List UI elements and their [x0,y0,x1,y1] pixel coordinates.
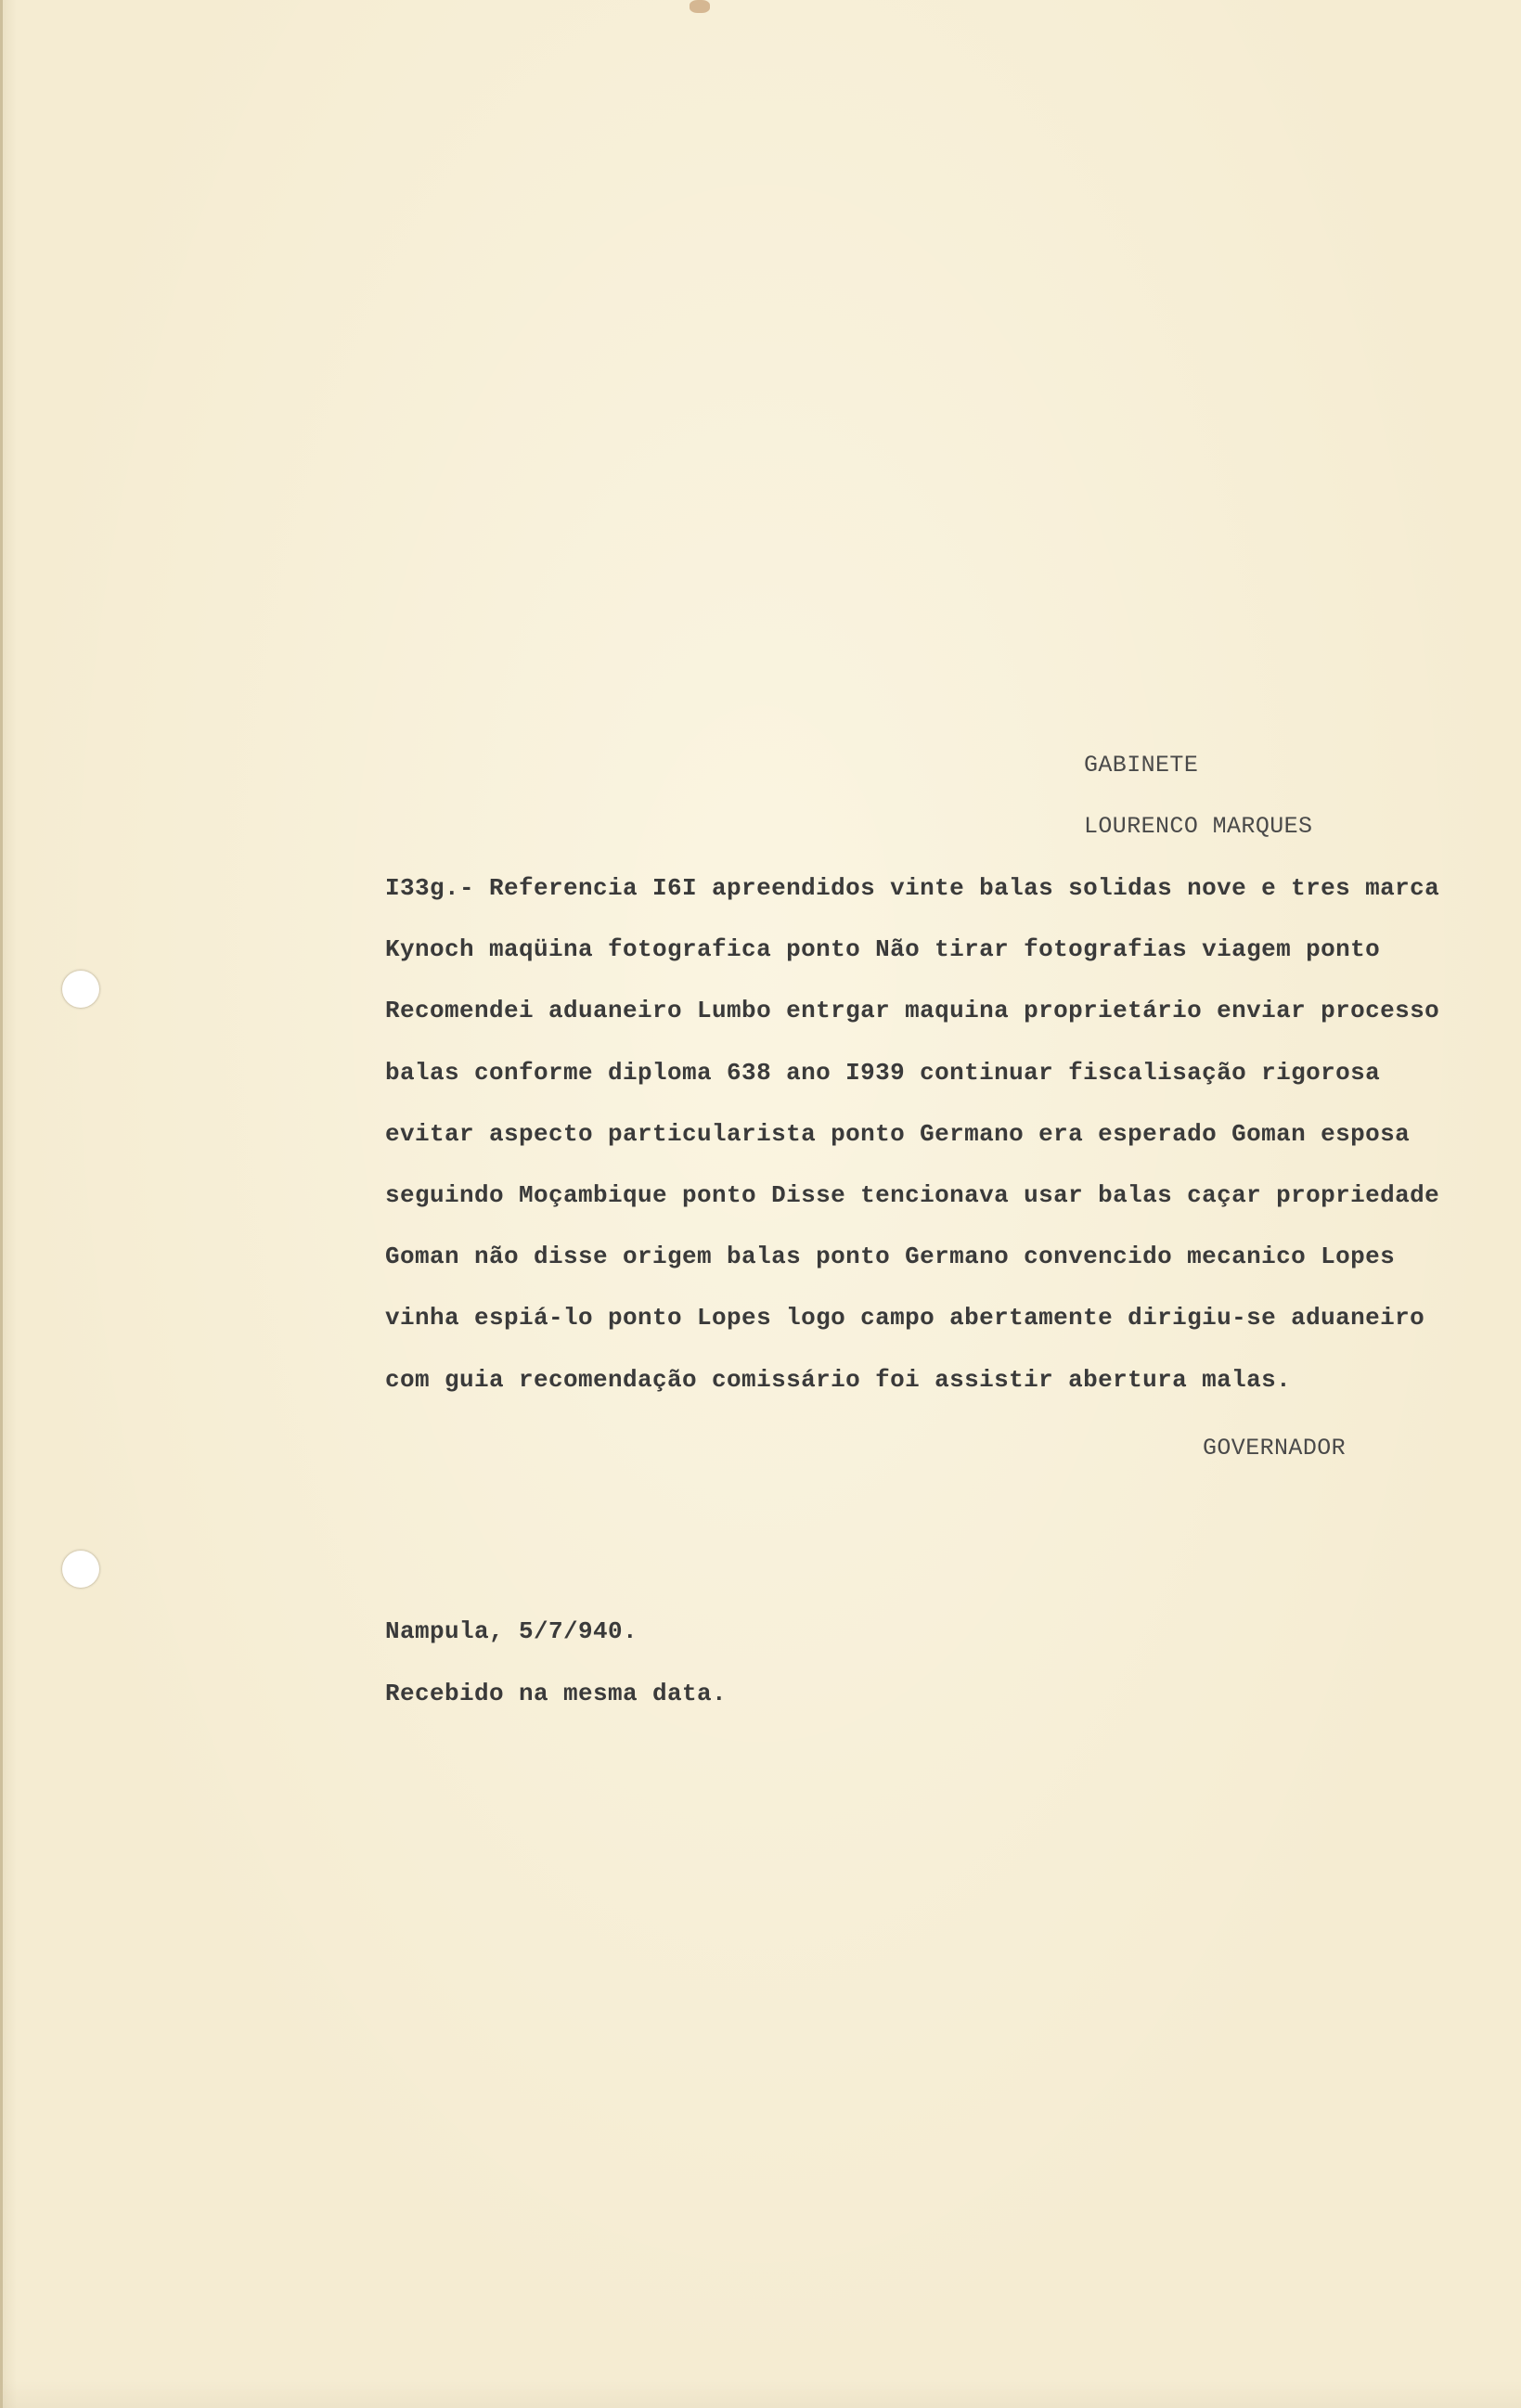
message-line: Recomendei aduaneiro Lumbo entrgar maquina proprietário enviar processo [385,997,1440,1024]
message-line: com guia recomendação comissário foi assistir abertura malas. [385,1366,1292,1394]
message-line: evitar aspecto particularista ponto Germano era esperado Goman esposa [385,1120,1411,1148]
header-gabinete: GABINETE [1084,752,1199,779]
message-line: balas conforme diploma 638 ano I939 continuar fiscalisação rigorosa [385,1059,1381,1087]
header-lourenco-marques: LOURENCO MARQUES [1084,813,1313,840]
paper-edge [0,0,3,2408]
message-line: seguindo Moçambique ponto Disse tencionava usar balas caçar propriedade [385,1181,1440,1209]
signature-governador: GOVERNADOR [1203,1435,1347,1462]
message-line: Goman não disse origem balas ponto Germano convencido mecanico Lopes [385,1243,1396,1270]
message-line: Kynoch maqüina fotografica ponto Não tirar fotografias viagem ponto [385,935,1381,963]
punch-hole-upper [61,970,100,1009]
message-line: I33g.- Referencia I6I apreendidos vinte balas solidas nove e tres marca [385,874,1440,902]
punch-hole-lower [61,1550,100,1589]
place-date: Nampula, 5/7/940. [385,1617,638,1645]
rust-mark [690,0,710,13]
message-line: vinha espiá-lo ponto Lopes logo campo abertamente dirigiu-se aduaneiro [385,1304,1425,1332]
received-note: Recebido na mesma data. [385,1680,728,1707]
